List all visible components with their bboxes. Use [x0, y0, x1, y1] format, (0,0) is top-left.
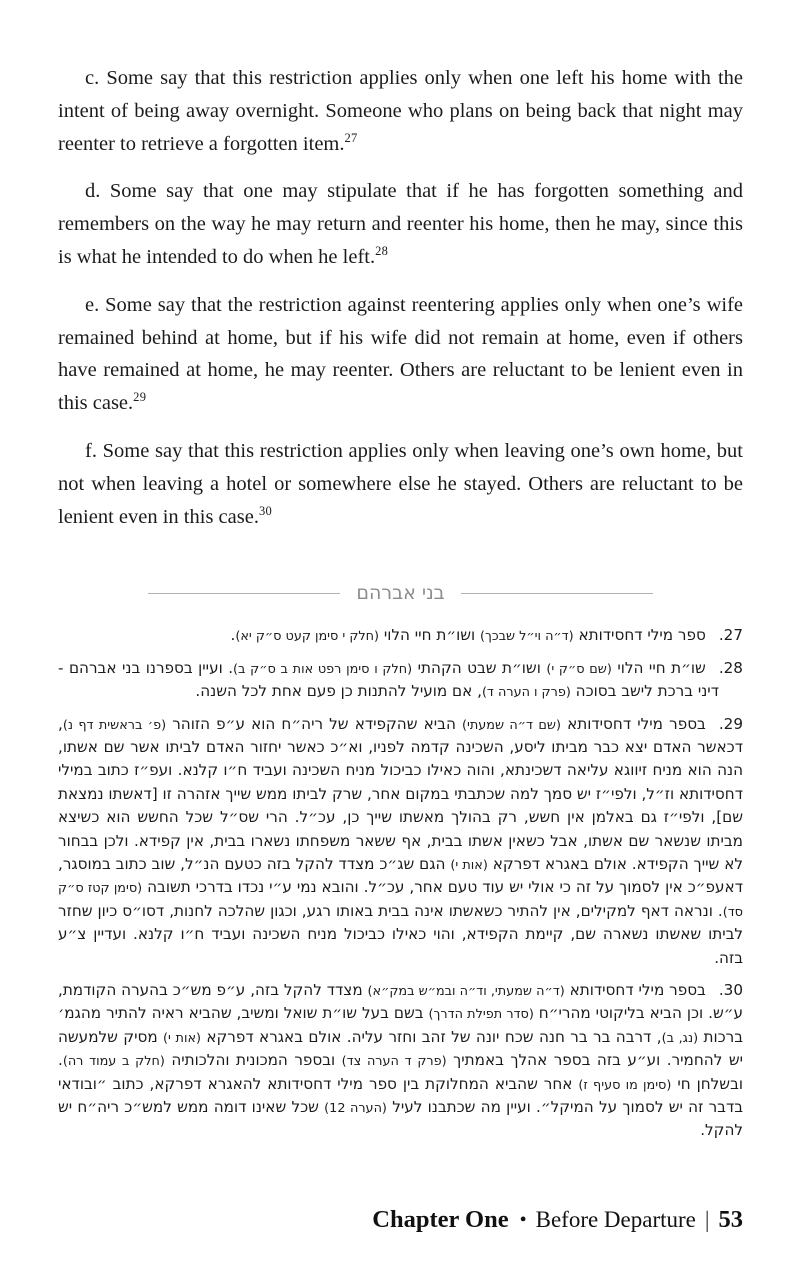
footnote-reference: (הערה 12) — [324, 1101, 387, 1117]
footnote-text: שו״ת חיי הלוי (שם ס״ק י) ושו״ת שבט הקהתי (חלק ו סימן רפט אות ב ס״ק ב). ועיין בספרנו בני אברהם - דיני ברכת לישב בסוכה (פרק ו הערה ד), אם מועיל להתנות כן פעם אחת לכל השנה. — [58, 658, 719, 701]
footnote-30 — [58, 979, 743, 1143]
footnote-reference: (פרק ו הערה ד) — [481, 685, 571, 701]
paragraph-d: d. Some say that one may stipulate that if he has forgotten something and remembers on the way he may return and reenter his home, then he may, since this is what he intended to do when he left.$^{28}$ — [58, 180, 743, 268]
footnote-reference: (פ׳ בראשית דף נ) — [62, 717, 167, 733]
footer-section-title: Before Departure — [535, 1207, 696, 1232]
paragraph-e: e. Some say that the restriction against reentering applies only when one’s wife remained behind at home, but if his wife did not remain at home, even if others have remained at home, he may reenter. Others are reluctant to be lenient even in this case.$^{29}$ — [58, 293, 743, 415]
footnote-number: 28. — [718, 658, 743, 677]
footnote-reference: (נג, ב) — [661, 1030, 699, 1046]
footnote-number: 30. — [718, 981, 743, 1000]
footnote-marker-30: 30 — [258, 503, 273, 518]
footnote-reference: (אות י) — [163, 1030, 201, 1046]
footer-chapter-title: Chapter One — [372, 1206, 509, 1233]
section-divider — [148, 582, 653, 604]
section-title: בני אברהם — [356, 582, 445, 605]
footer-separator: | — [704, 1207, 710, 1232]
footnote-29 — [58, 713, 743, 970]
footnote-reference: (חלק ב עמוד רה) — [62, 1054, 165, 1070]
footnote-text: בספר מילי דחסידותא (ד״ה שמעתי, וד״ה ובמ״ש במק״א) מצדד להקל בזה, ע״פ מש״כ בהערה הקודמת, ע״ש. וכן הביא בליקוטי מהרי״ח (סדר תפילת הדרך) בשם בעל שו״ת שואל ומשיב, שהביא ראיה להתיר מהגמ׳ ברכות (נג, ב), דרבה בר בר חנה שכח יונה של זהב וחזר עליה. אולם באגרא דפרקא (אות י) מסיק שלמעשה יש להחמיר. וע״ע בזה בספר אהלך באמתיך (פרק ד הערה צד) ובספר המכונית והלכותיה (חלק ב עמוד רה). ובשלחן חי (סימן מו סעיף ז) אחר שהביא המחלוקת בין ספר מילי דחסידותא להאגרא דפרקא, כתוב ״ובודאי בדבר זה יש לסמוך על המיקל״. ועיין מה שכתבנו לעיל (הערה 12) שכל שאינו דומה ממש למש״כ ריה״ח יש להקל. — [58, 981, 744, 1140]
footnote-reference: (ד״ה וי״ל שבכך) — [479, 629, 574, 645]
footnote-reference: (שם ד״ה שמעתי) — [462, 717, 561, 733]
footnote-reference: (סימן מו סעיף ז) — [578, 1077, 672, 1093]
footnote-reference: (פרק ד הערה צד) — [341, 1054, 447, 1070]
footer-bullet: • — [519, 1209, 527, 1231]
footnote-text: בספר מילי דחסידותא (שם ד״ה שמעתי) הביא שהקפידא של ריה״ח הוא ע״פ הזוהר (פ׳ בראשית דף נ), דכאשר האדם יצא כבר מביתו ליסע, השכינה קדמה לפניו, וא״כ כאשר יחזור האדם לביתו אשר שם אשתו, הנה הוא מניח זיווגא עליאה דשכינתא, והוה כאילו כביכול מניח השכינה ועביד ח״ו קלנא. ועפ״ז כתוב במילי דחסידותא וז״ל, ולפי״ז יש סמך למה שכתבתי במקום אחר, שרק לביתו ממש שייך אזהרה זו [דאשתו נמצאת שם], ולפי״ז גם באלמן אין חשש, רק בהולך מאשתו שייך כן, עכ״ל. הרי שס״ל שכל החשש הוא כשיצא מביתו שנשאר שם אשתו, אבל כשאין אשתו בבית, אף ששאר משפחתו נשארו בבית, אין קפידא. ולכן בבחור לא שייך הקפידא. אולם באגרא דפרקא (אות י) הגם שג״כ מצדד להקל בזה כטעם הנ״ל, שוב כתוב במוסגר, דאעפ״כ אין לסמוך על זה כי אולי יש עוד טעם אחר, עכ״ל. והובא נמי ע״י נכדו בדרכי תשובה (סימן קטז ס״ק סד). ונראה דאף למקילים, אין להתיר כשאשתו אינה בבית באותו רגע, וכגון שהלכה לחנות, דסו״ס כיון שחזר לביתו שאשתו נשארה שם, קיימת הקפידא, והוי כאילו כביכול מניח השכינה ועביד ח״ו קלנא. ועדיין צ״ע בזה. — [58, 714, 743, 967]
footer-page-number: 53 — [718, 1206, 743, 1233]
footnote-reference: (אות י) — [450, 858, 488, 874]
footnote-reference: (ד״ה שמעתי, וד״ה ובמ״ש במק״א) — [367, 984, 565, 1000]
paragraph-c: c. Some say that this restriction applies only when one left his home with the intent of being away overnight. Someone who plans on being back that night may reenter to retrieve a forgotten item.$^{27}$ — [58, 67, 743, 155]
footnote-marker-27: 27 — [344, 130, 358, 145]
footnote-27 — [58, 624, 743, 647]
footnote-marker-29: 29 — [133, 390, 147, 405]
divider-rule-right — [461, 593, 653, 594]
footnote-28 — [58, 657, 743, 704]
footnote-reference: (סדר תפילת הדרך) — [428, 1007, 534, 1023]
divider-rule-left — [148, 593, 340, 594]
paragraph-f: f. Some say that this restriction applies only when leaving one’s own home, but not when leaving a hotel or somewhere else he stayed. Others are reluctant to be lenient even in this case.$^{30}$ — [58, 439, 743, 528]
english-paragraphs — [58, 62, 743, 548]
footnotes-section — [58, 624, 743, 1152]
footnote-number: 29. — [718, 714, 743, 733]
page-footer — [58, 1206, 743, 1234]
footnote-number: 27. — [718, 626, 743, 645]
footnote-reference: (חלק י סימן קעט ס״ק יא) — [235, 629, 380, 645]
footnote-reference: (חלק ו סימן רפט אות ב ס״ק ב) — [233, 661, 413, 677]
footnote-marker-28: 28 — [375, 244, 389, 259]
footnote-reference: (שם ס״ק י) — [546, 661, 612, 677]
footnote-reference: (סימן קטז ס״ק סד) — [58, 881, 743, 920]
footnote-text: ספר מילי דחסידותא (ד״ה וי״ל שבכך) ושו״ת חיי הלוי (חלק י סימן קעט ס״ק יא). — [230, 626, 706, 645]
